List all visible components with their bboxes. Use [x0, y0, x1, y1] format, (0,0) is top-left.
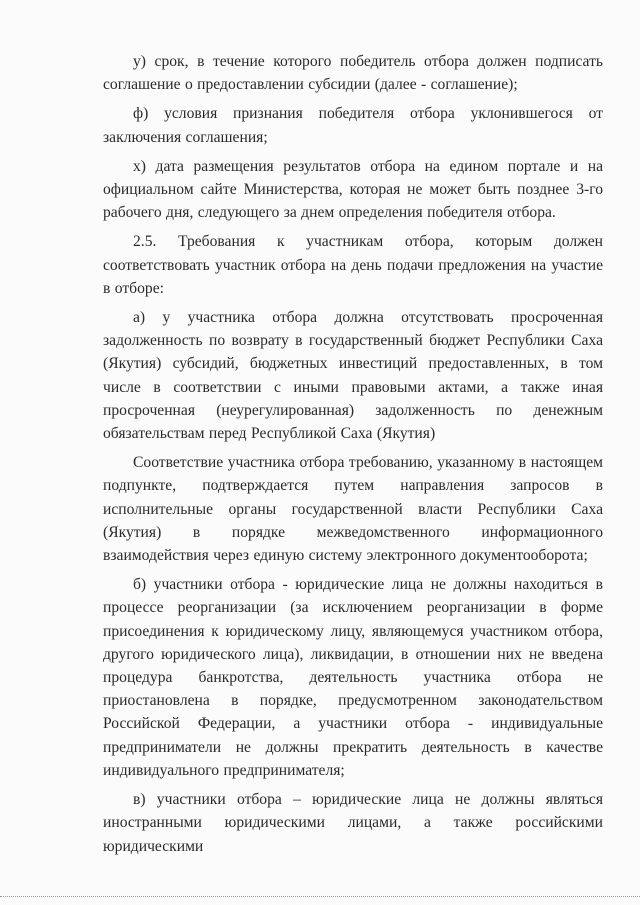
- paragraph-a: а) у участника отбора должна отсутствовать просроченная задолженность по возврату в государственный бюджет Республики Саха (Якутия) субсидий, бюджетных инвестиций предоставленных, в том числе в соответствии с иными правовыми актами, а также иная просроченная (неурегулированная) задолженность по денежным обязательствам перед Республикой Саха (Якутия): [103, 309, 603, 443]
- paragraph-v: в) участники отбора – юридические лица не должны являться иностранными юридическими лицами, а также российскими юридическими: [103, 791, 603, 855]
- paragraph-u: у) срок, в течение которого победитель отбора должен подписать соглашение о предоставлении субсидии (далее - соглашение);: [103, 53, 603, 94]
- paragraph-compliance: Соответствие участника отбора требованию, указанному в настоящем подпункте, подтверждается путем направления запросов в исполнительные органы государственной власти Республики Саха (Якутия) в порядке межведомственного информационного взаимодействия через единую систему электронного документооборота;: [103, 454, 603, 565]
- paragraph-kh: х) дата размещения результатов отбора на едином портале и на официальном сайте Министерства, которая не может быть позднее 3-го рабочего дня, следующего за днем определения победителя отбора.: [103, 157, 603, 222]
- paragraph-b: б) участники отбора - юридические лица не должны находиться в процессе реорганизации (за исключением реорганизации в форме присоединения к юридическому лицу, являющемуся участником отбора, другого юридического лица), ликвидации, в отношении них не введена процедура банкротства, деятельность участника отбора не приостановлена в порядке, предусмотренном законодательством Российской Федерации, а участники отбора - индивидуальные предприниматели не должны прекратить деятельность в качестве индивидуального предпринимателя;: [103, 576, 603, 779]
- document-body: [103, 50, 603, 858]
- paragraph-2-5: 2.5. Требования к участникам отбора, которым должен соответствовать участник отбора на день подачи предложения на участие в отборе:: [103, 233, 603, 297]
- paragraph-f: ф) условия признания победителя отбора уклонившегося от заключения соглашения;: [103, 105, 603, 146]
- page-bottom-dotted-line: [0, 896, 640, 897]
